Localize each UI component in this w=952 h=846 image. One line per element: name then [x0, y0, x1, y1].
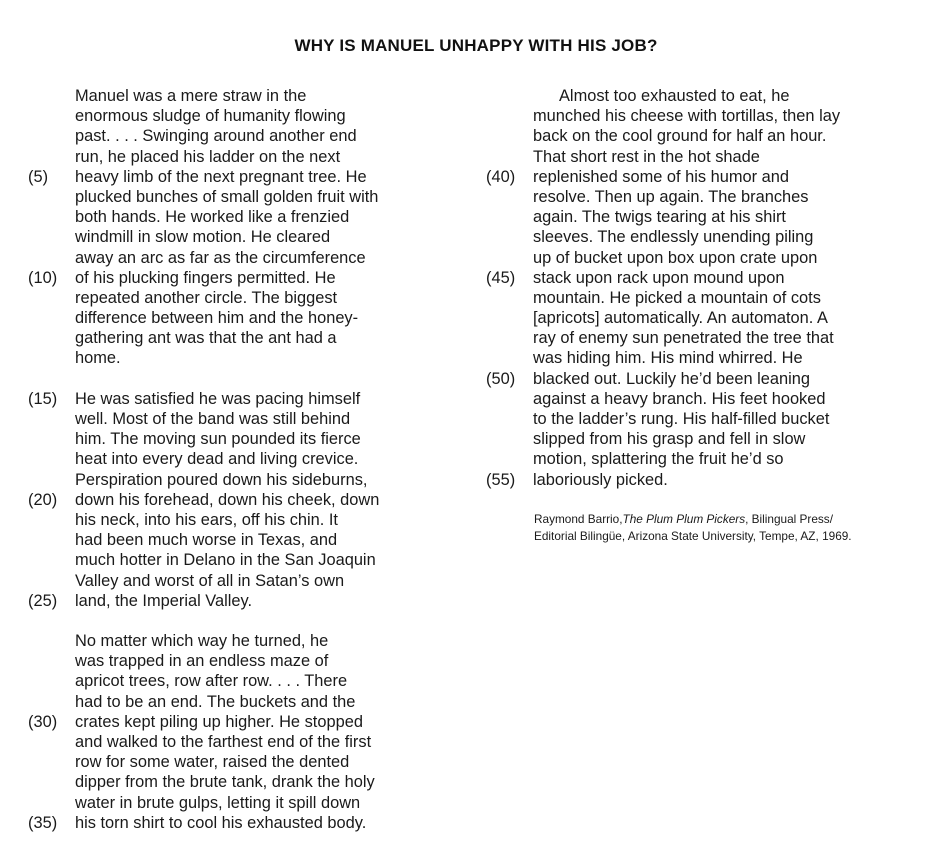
line-text: ray of enemy sun penetrated the tree that: [533, 329, 834, 348]
passage-line: [486, 288, 926, 308]
passage-line: [28, 470, 468, 490]
passage-line: [28, 187, 468, 207]
line-text: replenished some of his humor and: [533, 167, 790, 186]
passage-line: [28, 490, 468, 510]
passage-line: [486, 187, 926, 207]
line-number: (25): [28, 591, 58, 610]
passage-line: [28, 369, 468, 389]
passage-line: [28, 651, 468, 671]
passage-line: [28, 793, 468, 813]
line-number: (40): [486, 167, 516, 186]
line-text: had been much worse in Texas, and: [75, 531, 338, 550]
passage-line: [486, 207, 926, 227]
line-text: home.: [75, 349, 121, 368]
citation-line-2: Editorial Bilingüe, Arizona State University, Tempe, AZ, 1969.: [534, 529, 852, 543]
passage-line: [486, 106, 926, 126]
passage-line: [486, 389, 926, 409]
line-number: (15): [28, 389, 58, 408]
line-text: plucked bunches of small golden fruit with: [75, 187, 379, 206]
passage-line: [28, 328, 468, 348]
line-text: repeated another circle. The biggest: [75, 288, 338, 307]
passage-line: [28, 268, 468, 288]
line-text: dipper from the brute tank, drank the holy: [75, 773, 375, 792]
line-text: run, he placed his ladder on the next: [75, 147, 341, 166]
passage-line: [28, 308, 468, 328]
line-text: his neck, into his ears, off his chin. It: [75, 510, 338, 529]
line-text: was hiding him. His mind whirred. He: [533, 349, 803, 368]
passage-line: [28, 631, 468, 651]
passage-line: [486, 328, 926, 348]
left-column: [28, 86, 468, 833]
passage-line: [28, 429, 468, 449]
passage-line: [28, 288, 468, 308]
line-number: (45): [486, 268, 516, 287]
line-text: blacked out. Luckily he’d been leaning: [533, 369, 811, 388]
passage-line: [486, 227, 926, 247]
line-number: (10): [28, 268, 58, 287]
passage-line: [28, 167, 468, 187]
passage-line: [28, 732, 468, 752]
passage-line: [28, 772, 468, 792]
passage-line: [28, 126, 468, 146]
passage-line: [28, 449, 468, 469]
line-number: (35): [28, 813, 58, 832]
line-text: heavy limb of the next pregnant tree. He: [75, 167, 367, 186]
line-text: apricot trees, row after row. . . . There: [75, 672, 348, 691]
line-text: windmill in slow motion. He cleared: [75, 228, 331, 247]
citation-book: The Plum Plum Pickers: [622, 512, 746, 526]
passage-line: [28, 591, 468, 611]
line-text: water in brute gulps, letting it spill down: [75, 793, 361, 812]
passage-line: [486, 268, 926, 288]
line-text: Perspiration poured down his sideburns,: [75, 470, 368, 489]
line-text: Manuel was a mere straw in the: [75, 87, 307, 105]
passage-line: [28, 671, 468, 691]
passage-line: [28, 692, 468, 712]
line-text: enormous sludge of humanity flowing: [75, 107, 346, 126]
passage-line: [28, 510, 468, 530]
line-text: difference between him and the honey-: [75, 309, 359, 328]
passage-line: [28, 813, 468, 833]
line-number: (50): [486, 369, 516, 388]
line-text: He was satisfied he was pacing himself: [75, 389, 361, 408]
line-text: had to be an end. The buckets and the: [75, 692, 356, 711]
citation-author: Raymond Barrio,: [534, 512, 623, 526]
line-text: and walked to the farthest end of the first: [75, 733, 372, 751]
line-text: against a heavy branch. His feet hooked: [533, 389, 826, 408]
line-number: (20): [28, 490, 58, 509]
line-text: him. The moving sun pounded its fierce: [75, 430, 361, 449]
passage-line: [28, 147, 468, 167]
passage-line: [486, 147, 926, 167]
passage-line: [28, 106, 468, 126]
passage-line: [28, 571, 468, 591]
passage-line: [486, 167, 926, 187]
passage-line: [28, 348, 468, 368]
passage-line: [28, 86, 468, 106]
passage-line: [28, 530, 468, 550]
passage-line: [486, 348, 926, 368]
passage-line: [28, 207, 468, 227]
line-text: past. . . . Swinging around another end: [75, 127, 357, 146]
line-text: row for some water, raised the dented: [75, 753, 350, 772]
line-text: away an arc as far as the circumference: [75, 248, 366, 267]
line-text: of his plucking fingers permitted. He: [75, 268, 336, 287]
passage-line: [486, 308, 926, 328]
passage-line: [28, 227, 468, 247]
line-text: Almost too exhausted to eat, he: [559, 87, 790, 105]
line-text: was trapped in an endless maze of: [75, 652, 329, 671]
line-text: crates kept piling up higher. He stopped: [75, 712, 363, 731]
line-text: again. The twigs tearing at his shirt: [533, 208, 786, 227]
line-text: Valley and worst of all in Satan’s own: [75, 571, 345, 590]
line-text: gathering ant was that the ant had a: [75, 329, 337, 348]
citation-line-1: [534, 511, 934, 528]
line-text: resolve. Then up again. The branches: [533, 187, 809, 206]
line-text: both hands. He worked like a frenzied: [75, 208, 350, 227]
citation: [534, 511, 934, 545]
line-text: back on the cool ground for half an hour.: [533, 127, 827, 146]
line-text: motion, splattering the fruit he’d so: [533, 450, 784, 469]
line-number: (5): [28, 167, 49, 186]
line-text: heat into every dead and living crevice.: [75, 450, 359, 469]
line-text: land, the Imperial Valley.: [75, 591, 253, 610]
line-text: to the ladder’s rung. His half-filled bucket: [533, 410, 830, 428]
passage-line: [486, 449, 926, 469]
passage-line: [486, 86, 926, 106]
line-text: [apricots] automatically. An automaton. A: [533, 309, 828, 328]
passage-line: [28, 550, 468, 570]
line-text: That short rest in the hot shade: [533, 147, 760, 166]
line-text: laboriously picked.: [533, 470, 668, 489]
passage-line: [486, 470, 926, 490]
line-text: slipped from his grasp and fell in slow: [533, 430, 806, 449]
line-text: much hotter in Delano in the San Joaquin: [75, 551, 376, 570]
line-text: well. Most of the band was still behind: [75, 410, 351, 428]
line-text: No matter which way he turned, he: [75, 632, 329, 651]
passage-line: [486, 248, 926, 268]
passage-line: [486, 126, 926, 146]
line-text: sleeves. The endlessly unending piling: [533, 228, 814, 247]
passage-line: [28, 248, 468, 268]
line-text: down his forehead, down his cheek, down: [75, 490, 380, 509]
passage-line: [486, 369, 926, 389]
passage-title: WHY IS MANUEL UNHAPPY WITH HIS JOB?: [294, 36, 658, 55]
passage-line: [28, 611, 468, 631]
line-text: munched his cheese with tortillas, then lay: [533, 107, 841, 126]
passage-line: [28, 752, 468, 772]
passage-line: [28, 712, 468, 732]
line-text: his torn shirt to cool his exhausted body.: [75, 813, 367, 832]
citation-publisher: , Bilingual Press/: [745, 512, 833, 526]
passage-line: [486, 409, 926, 429]
line-text: up of bucket upon box upon crate upon: [533, 248, 818, 267]
right-column: [486, 86, 926, 490]
passage-line: [486, 429, 926, 449]
line-text: mountain. He picked a mountain of cots: [533, 288, 821, 307]
line-number: (30): [28, 712, 58, 731]
line-number: (55): [486, 470, 516, 489]
passage-line: [28, 409, 468, 429]
line-text: stack upon rack upon mound upon: [533, 268, 785, 287]
passage-line: [28, 389, 468, 409]
